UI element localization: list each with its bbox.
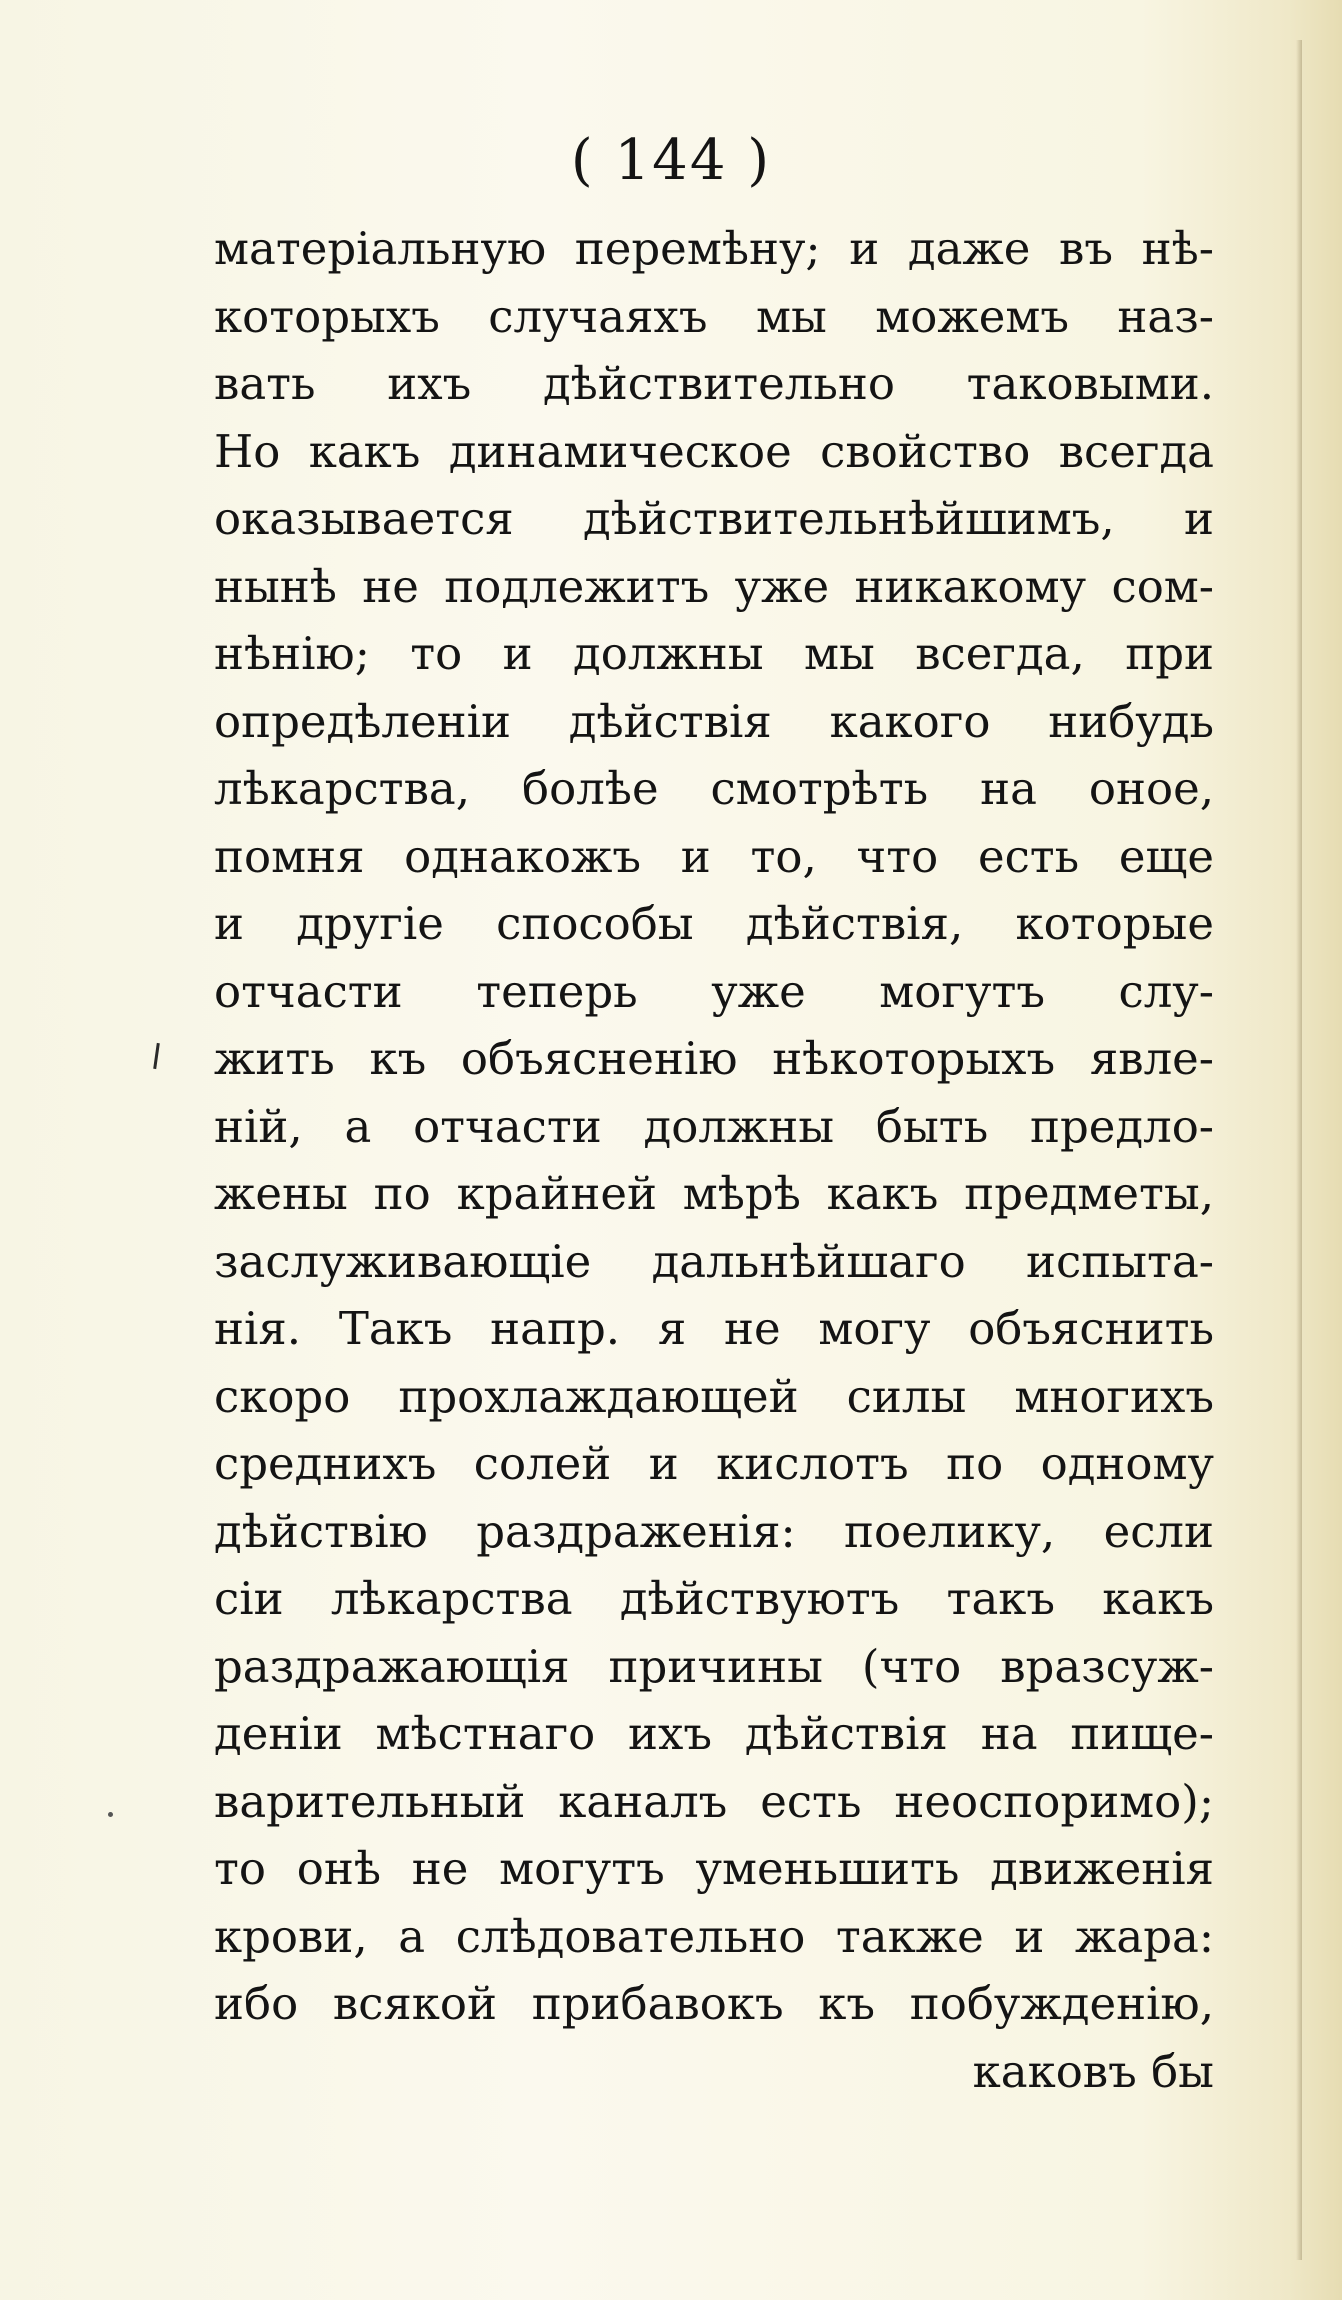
page-edge-shadow — [1296, 40, 1302, 2260]
text-line: раздражающія причины (что вразсуж- — [214, 1639, 1214, 1693]
text-line: оказывается дѣйствительнѣйшимъ, и — [214, 492, 1214, 545]
text-line: жить къ объясненію нѣкоторыхъ явле- — [214, 1032, 1214, 1085]
text-line: отчасти теперь уже могутъ слу- — [214, 964, 1214, 1018]
ink-speck — [108, 1812, 113, 1817]
text-line: деніи мѣстнаго ихъ дѣйствія на пище- — [214, 1707, 1214, 1760]
text-line: вать ихъ дѣйствительно таковыми. — [214, 357, 1214, 410]
text-line: Но какъ динамическое свойство всегда — [214, 424, 1214, 478]
body-text — [214, 215, 1214, 2105]
text-line: заслуживающіе дальнѣйшаго испыта- — [214, 1234, 1214, 1288]
text-line: ній, а отчасти должны быть предло- — [214, 1099, 1214, 1153]
text-line: крови, а слѣдовательно также и жара: — [214, 1909, 1214, 1963]
text-line: матеріальную перемѣну; и даже въ нѣ- — [214, 222, 1214, 275]
text-line: помня однакожъ и то, что есть еще — [214, 829, 1214, 883]
page-number: ( 144 ) — [570, 128, 772, 193]
text-line: лѣкарства, болѣе смотрѣть на оное, — [214, 762, 1214, 815]
text-line: которыхъ случаяхъ мы можемъ наз- — [214, 289, 1214, 343]
text-line: сіи лѣкарства дѣйствуютъ такъ какъ — [214, 1572, 1214, 1625]
text-line: скоро прохлаждающей силы многихъ — [214, 1369, 1214, 1423]
text-line: ибо всякой прибавокъ къ побужденію, — [214, 1977, 1214, 2030]
text-line: и другіе способы дѣйствія, которые — [214, 897, 1214, 950]
text-line: нѣнію; то и должны мы всегда, при — [214, 627, 1214, 680]
text-line: опредѣленіи дѣйствія какого нибудь — [214, 694, 1214, 748]
text-line: жены по крайней мѣрѣ какъ предметы, — [214, 1167, 1214, 1220]
text-line: среднихъ солей и кислотъ по одному — [214, 1437, 1214, 1490]
text-line: то онѣ не могутъ уменьшить движенія — [214, 1842, 1214, 1895]
text-line: дѣйствію раздраженія: поелику, если — [214, 1504, 1214, 1558]
text-line: нынѣ не подлежитъ уже никакому сом- — [214, 559, 1214, 613]
text-line: нія. Такъ напр. я не могу объяснить — [214, 1302, 1214, 1355]
catchword: каковъ бы — [972, 2044, 1214, 2098]
text-line: варительный каналъ есть неоспоримо); — [214, 1774, 1214, 1828]
